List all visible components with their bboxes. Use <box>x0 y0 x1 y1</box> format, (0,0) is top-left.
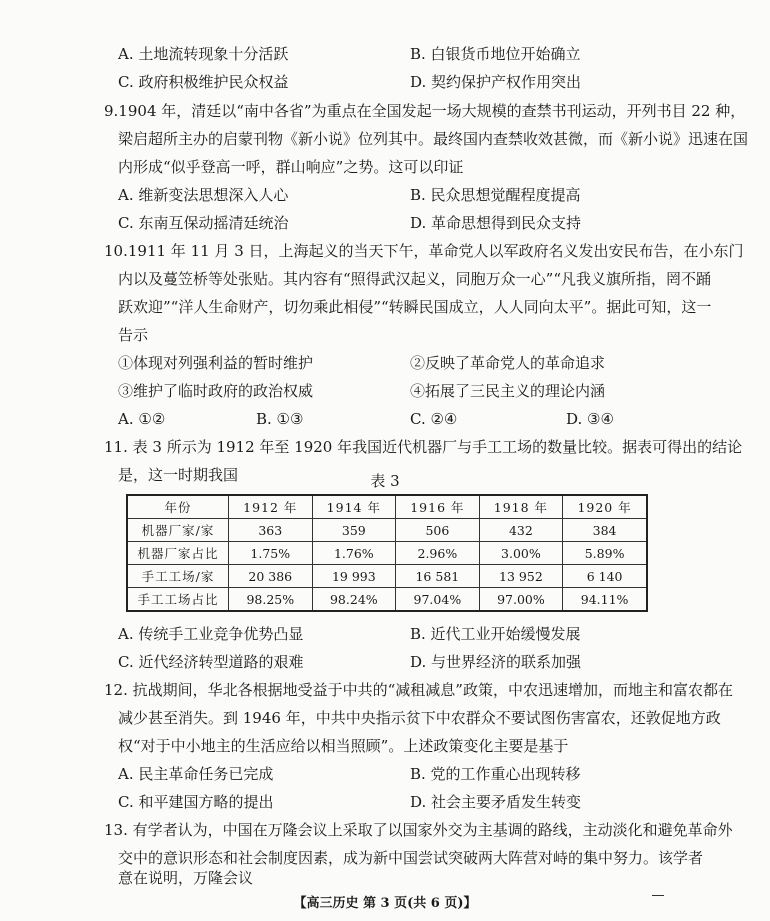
q11-option-d: D. 与世界经济的联系加强 <box>410 653 582 671</box>
table-cell: 98.25% <box>229 588 313 612</box>
q11-option-c: C. 近代经济转型道路的艰难 <box>118 653 304 671</box>
table-cell: 16 581 <box>396 565 480 588</box>
q9-option-a: A. 维新变法思想深入人心 <box>118 186 289 204</box>
q10-option-b: B. ①③ <box>256 410 304 428</box>
q10-option-d: D. ③④ <box>566 410 614 428</box>
table-cell: 432 <box>479 519 563 542</box>
q13-stem-line-3: 意在说明，万隆会议 <box>118 869 254 887</box>
q10-stem-line-3: 跃欢迎”“洋人生命财产，切勿乘此相侵”“转瞬民国成立，人人同向太平”。据此可知，这一 <box>118 298 712 316</box>
q9-stem-line-2: 梁启超所主办的启蒙刊物《新小说》位列其中。最终国内查禁收效甚微，而《新小说》迅速在国 <box>118 130 749 148</box>
table-cell: 97.00% <box>479 588 563 612</box>
q12-stem-line-2: 减少甚至消失。到 1946 年，中共中央指示贫下中农群众不要试图伤害富农，还敦促地方政 <box>118 709 721 727</box>
q12-option-d: D. 社会主要矛盾发生转变 <box>410 793 582 811</box>
q10-option-c: C. ②④ <box>410 410 458 428</box>
q10-option-a: A. ①② <box>118 410 166 428</box>
table-cell: 6 140 <box>563 565 647 588</box>
q9-option-c: C. 东南互保动摇清廷统治 <box>118 214 289 232</box>
table-cell: 13 952 <box>479 565 563 588</box>
q13-stem-line-2: 交中的意识形态和社会制度因素，成为新中国尝试突破两大阵营对峙的集中努力。该学者 <box>118 849 704 867</box>
page-footer: 【高三历史 第 3 页(共 6 页)】 <box>293 896 477 911</box>
table-cell: 94.11% <box>563 588 647 612</box>
table-header-cell: 1918 年 <box>479 495 563 519</box>
table-cell: 5.89% <box>563 542 647 565</box>
table-row <box>127 542 647 565</box>
table-cell: 363 <box>229 519 313 542</box>
q10-statement-1: ①体现对列强利益的暂时维护 <box>118 354 314 372</box>
table-cell: 506 <box>396 519 480 542</box>
table-row <box>127 588 647 612</box>
q12-stem-line-1: 12. 抗战期间，华北各根据地受益于中共的“减租减息”政策，中农迅速增加，而地主和富农都在 <box>104 681 733 699</box>
q13-stem-line-1: 13. 有学者认为，中国在万隆会议上采取了以国家外交为主基调的路线，主动淡化和避免革命外 <box>104 821 733 839</box>
table-header-cell: 年份 <box>127 495 229 519</box>
q10-statement-2: ②反映了革命党人的革命追求 <box>410 354 606 372</box>
q12-option-a: A. 民主革命任务已完成 <box>118 765 274 783</box>
table-cell: 19 993 <box>312 565 396 588</box>
table-cell: 359 <box>312 519 396 542</box>
q8-option-c: C. 政府积极维护民众权益 <box>118 73 289 91</box>
table-cell: 1.75% <box>229 542 313 565</box>
table-row <box>127 519 647 542</box>
table-header-cell: 1920 年 <box>563 495 647 519</box>
table-caption: 表 3 <box>370 472 400 490</box>
table-row-label: 机器厂家/家 <box>127 519 229 542</box>
table-row <box>127 565 647 588</box>
data-table <box>126 494 648 612</box>
q9-stem-line-1: 9.1904 年，清廷以“南中各省”为重点在全国发起一场大规模的查禁书刊运动，开列书目 22 种， <box>104 102 746 120</box>
q12-option-b: B. 党的工作重心出现转移 <box>410 765 581 783</box>
table-row-label: 手工工场/家 <box>127 565 229 588</box>
table-cell: 384 <box>563 519 647 542</box>
table-cell: 3.00% <box>479 542 563 565</box>
table-header-cell: 1912 年 <box>229 495 313 519</box>
q12-option-c: C. 和平建国方略的提出 <box>118 793 274 811</box>
q11-option-a: A. 传统手工业竞争优势凸显 <box>118 625 304 643</box>
q10-stem-line-2: 内以及蔓笠桥等处张贴。其内容有“照得武汉起义，同胞万众一心”“凡我义旗所指，罔不踊 <box>118 270 712 288</box>
q10-stem-line-4: 告示 <box>118 326 149 344</box>
q12-stem-line-3: 权“对于中小地主的生活应给以相当照顾”。上述政策变化主要是基于 <box>118 737 569 755</box>
q8-option-a: A. 土地流转现象十分活跃 <box>118 45 289 63</box>
q8-option-d: D. 契约保护产权作用突出 <box>410 73 582 91</box>
corner-mark <box>652 895 664 896</box>
q10-statement-3: ③维护了临时政府的政治权威 <box>118 382 314 400</box>
table-cell: 97.04% <box>396 588 480 612</box>
table-cell: 20 386 <box>229 565 313 588</box>
q9-option-d: D. 革命思想得到民众支持 <box>410 214 582 232</box>
q11-stem-line-2: 是，这一时期我国 <box>118 466 239 484</box>
table-cell: 2.96% <box>396 542 480 565</box>
table-header-cell: 1914 年 <box>312 495 396 519</box>
table-row-label: 机器厂家占比 <box>127 542 229 565</box>
q9-option-b: B. 民众思想觉醒程度提高 <box>410 186 581 204</box>
q9-stem-line-3: 内形成“似乎登高一呼，群山响应”之势。这可以印证 <box>118 158 464 176</box>
table-header-cell: 1916 年 <box>396 495 480 519</box>
table-row-label: 手工工场占比 <box>127 588 229 612</box>
table-cell: 1.76% <box>312 542 396 565</box>
table-cell: 98.24% <box>312 588 396 612</box>
q8-option-b: B. 白银货币地位开始确立 <box>410 45 581 63</box>
q10-statement-4: ④拓展了三民主义的理论内涵 <box>410 382 606 400</box>
q10-stem-line-1: 10.1911 年 11 月 3 日，上海起义的当天下午，革命党人以军政府名义发出安民布告，在小东门 <box>104 242 744 260</box>
q11-option-b: B. 近代工业开始缓慢发展 <box>410 625 581 643</box>
q11-stem-line-1: 11. 表 3 所示为 1912 年至 1920 年我国近代机器厂与手工工场的数量比较。据表可得出的结论 <box>104 438 743 456</box>
table-header-row <box>127 495 647 519</box>
